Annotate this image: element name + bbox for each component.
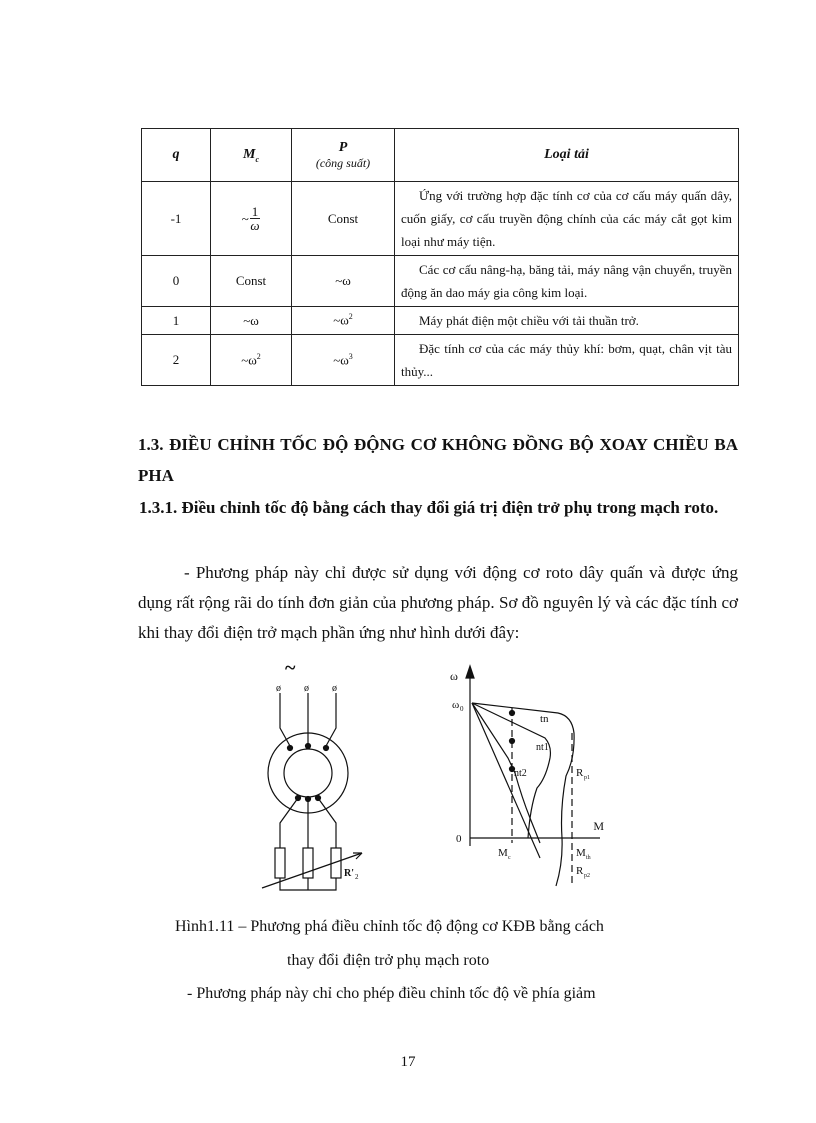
mc-label: M [498,847,508,859]
header-mc-label: M [242,146,256,162]
figure-caption-line1: Hình1.11 – Phương phá điều chỉnh tốc độ động cơ KĐB bằng cách [175,918,604,935]
load-type-table [141,128,739,386]
cell-desc: Đặc tính cơ của các máy thủy khí: bơm, quạt, chân vịt tàu thủy... [395,335,739,386]
tilde: ~ [241,210,249,226]
cell-desc: Ứng với trường hợp đặc tính cơ của cơ cấu máy quấn dây, cuốn giấy, cơ cấu truyền động chính của các máy cắt gọt kim loại như máy tiện. [395,182,739,256]
omega0-sub: 0 [460,705,464,713]
table-header-row [142,129,739,182]
rp1-sub: p1 [584,775,590,781]
section-heading: 1.3. ĐIỀU CHỈNH TỐC ĐỘ ĐỘNG CƠ KHÔNG ĐỒNG BỘ XOAY CHIỀU BA PHA [138,435,738,485]
omega0-label: ω [452,699,460,711]
fraction-numerator: 1 [251,204,259,219]
p-base: ~ω [333,352,349,368]
fraction [250,205,261,232]
page-number: 17 [400,1054,416,1070]
cell-p [292,335,395,386]
mth-label: M [576,847,586,859]
header-p [292,129,395,182]
torque-speed-chart [450,666,605,886]
mc-base: ~ω [241,352,257,368]
mc-sub: c [508,855,511,861]
cell-p: ~ω [292,256,395,307]
cell-mc: ~ω [211,307,292,335]
p-exponent: 2 [348,312,353,322]
p-base: ~ω [333,312,349,328]
cell-p: Const [292,182,395,256]
motor-schematic [262,657,362,890]
axis-y-label: ω [450,669,458,683]
cell-mc: Const [211,256,292,307]
p-exponent: 3 [348,351,353,361]
cell-mc [211,182,292,256]
phase-mark: ø [332,683,337,694]
body-paragraph [138,558,738,648]
axis-x-label: M [593,819,604,833]
ac-symbol: ~ [285,657,296,679]
header-mc [211,129,292,182]
rp1-label: R [576,767,584,779]
cell-desc: Máy phát điện một chiều với tải thuần trở. [395,307,739,335]
cell-q: 0 [142,256,211,307]
table-row [142,307,739,335]
cell-q: -1 [142,182,211,256]
cell-q: 1 [142,307,211,335]
paragraph-text: - Phương pháp này chỉ được sử dụng với động cơ roto dây quấn và được ứng dụng rất rộng rãi do tính đơn giản của phương pháp. Sơ đồ nguyên lý và các đặc tính cơ khi thay đổi điện trở mạch phần ứng như hình dưới đây: [138,563,738,642]
curve-tn-label: tn [540,713,549,725]
rp2-sub: p2 [584,873,590,879]
mth-sub: th [586,855,591,861]
curve-nt1-label: nt1 [536,742,549,753]
header-p-sub: (công suất) [315,155,371,170]
cell-mc [211,335,292,386]
table-row [142,335,739,386]
cell-p [292,307,395,335]
phase-mark: ø [276,683,281,694]
cell-q: 2 [142,335,211,386]
subsection-heading: 1.3.1. Điều chỉnh tốc độ bằng cách thay đổi giá trị điện trở phụ trong mạch roto. [139,498,719,517]
table-row [142,256,739,307]
header-mc-sub: c [255,154,259,164]
origin-label: 0 [456,833,462,845]
mc-exponent: 2 [256,351,261,361]
figure-caption-line2: thay đổi điện trở phụ mạch roto [287,952,490,969]
table-row [142,182,739,256]
resistor-label: R' [344,868,354,879]
header-p-label: P [338,139,348,155]
figure-1-11 [240,657,604,908]
rp2-label: R [576,865,584,877]
curve-nt2-label: nt2 [514,768,527,779]
resistor-sub: 2 [355,873,359,881]
cell-desc: Các cơ cấu nâng-hạ, băng tải, máy nâng vận chuyển, truyền động ăn dao máy gia công kim loại. [395,256,739,307]
header-q: q [142,129,211,182]
phase-mark: ø [304,683,309,694]
fraction-denominator: ω [250,218,260,233]
body-line: - Phương pháp này chỉ cho phép điều chỉnh tốc độ về phía giảm [187,985,596,1002]
header-load-type: Loại tải [395,129,739,182]
